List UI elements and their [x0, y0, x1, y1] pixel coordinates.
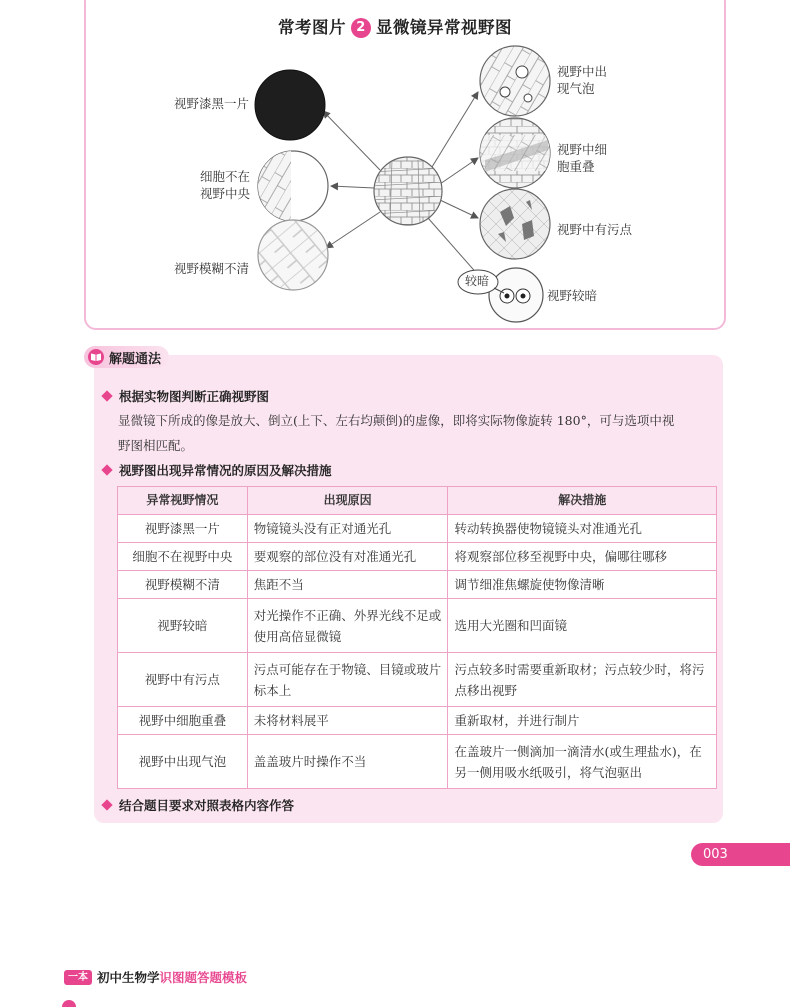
label-not-center-1: 细胞不在: [200, 169, 251, 184]
bullet-2: [101, 461, 332, 479]
figure-title-prefix: 常考图片: [278, 18, 346, 37]
table-header: 出现原因: [247, 487, 448, 515]
table-row: [118, 571, 717, 599]
table-row: [118, 707, 717, 735]
cell-cause: 物镜镜头没有正对通光孔: [247, 515, 448, 543]
para-1-line-2: 野图相匹配。: [118, 438, 194, 453]
blurry-field: [258, 220, 328, 290]
cell-situation: 视野中有污点: [118, 653, 248, 707]
table-row: [118, 653, 717, 707]
cell-solution: 转动转换器使物镜镜头对准通光孔: [448, 515, 717, 543]
cell-cause: 焦距不当: [247, 571, 448, 599]
table-header: 异常视野情况: [118, 487, 248, 515]
cell-situation: 视野中出现气泡: [118, 735, 248, 789]
cell-situation: 视野漆黑一片: [118, 515, 248, 543]
table-header-row: [118, 487, 717, 515]
cell-cause: 未将材料展平: [247, 707, 448, 735]
cell-solution: 污点较多时需要重新取材；污点较少时，将污点移出视野: [448, 653, 717, 707]
diamond-icon: [101, 390, 112, 401]
label-dark: 视野漆黑一片: [174, 96, 250, 111]
label-bubble-2: 现气泡: [557, 81, 595, 96]
table-row: [118, 543, 717, 571]
table-row: [118, 515, 717, 543]
label-not-center-2: 视野中央: [200, 186, 251, 201]
footer-dot: [62, 1000, 76, 1007]
table-row: [118, 735, 717, 789]
method-title: 解题通法: [109, 351, 162, 367]
footer-book-subject: 初中生物学: [97, 970, 160, 985]
cell-situation: 视野中细胞重叠: [118, 707, 248, 735]
diamond-icon: [101, 799, 112, 810]
table-header: 解决措施: [448, 487, 717, 515]
book-icon: [88, 349, 104, 365]
label-dim-tag: 较暗: [465, 274, 490, 288]
figure-number-badge: 2: [351, 18, 371, 38]
cell-situation: 细胞不在视野中央: [118, 543, 248, 571]
dark-field: [255, 70, 325, 140]
footer: [64, 968, 247, 986]
overlap-field: [480, 118, 550, 188]
cell-solution: 在盖玻片一侧滴加一滴清水(或生理盐水)，在另一侧用吸水纸吸引，将气泡驱出: [448, 735, 717, 789]
bubble-field: [480, 46, 550, 116]
label-stain: 视野中有污点: [557, 222, 633, 237]
cell-solution: 调节细准焦螺旋使物像清晰: [448, 571, 717, 599]
cell-solution: 选用大光圈和凹面镜: [448, 599, 717, 653]
footer-book-title: 识图题答题模板: [159, 970, 248, 985]
cell-cause: 要观察的部位没有对准通光孔: [247, 543, 448, 571]
figure-title-text: 显微镜异常视野图: [376, 18, 512, 37]
bullet-2-text: 视野图出现异常情况的原因及解决措施: [119, 463, 332, 478]
label-overlap-2: 胞重叠: [557, 159, 595, 174]
bullet-3: [101, 796, 294, 814]
diamond-icon: [101, 464, 112, 475]
table-row: [118, 599, 717, 653]
method-tag: [84, 346, 169, 368]
cell-situation: 视野模糊不清: [118, 571, 248, 599]
label-dim: 视野较暗: [547, 288, 598, 303]
cell-solution: 将观察部位移至视野中央，偏哪往哪移: [448, 543, 717, 571]
para-1-line-1: 显微镜下所成的像是放大、倒立(上下、左右均颠倒)的虚像，即将实际物像旋转 180°，可与选项中视: [118, 413, 675, 428]
label-blurry: 视野模糊不清: [174, 261, 250, 276]
label-overlap-1: 视野中细: [557, 142, 608, 157]
bullet-1: [101, 387, 269, 405]
footer-badge: 一本: [64, 970, 92, 985]
bullet-1-text: 根据实物图判断正确视野图: [119, 389, 270, 404]
label-bubble-1: 视野中出: [557, 64, 608, 79]
off-center-field: [255, 150, 328, 225]
bullet-3-text: 结合题目要求对照表格内容作答: [119, 798, 295, 813]
microscope-field-diagram: [0, 0, 790, 340]
normal-field: [370, 157, 446, 225]
cause-solution-table: [117, 486, 717, 789]
cell-cause: 盖盖玻片时操作不当: [247, 735, 448, 789]
cell-situation: 视野较暗: [118, 599, 248, 653]
cell-solution: 重新取材，并进行制片: [448, 707, 717, 735]
stain-field: [480, 189, 550, 259]
cell-cause: 对光操作不正确、外界光线不足或使用高倍显微镜: [247, 599, 448, 653]
cell-cause: 污点可能存在于物镜、目镜或玻片标本上: [247, 653, 448, 707]
page-number: 003: [691, 843, 790, 866]
